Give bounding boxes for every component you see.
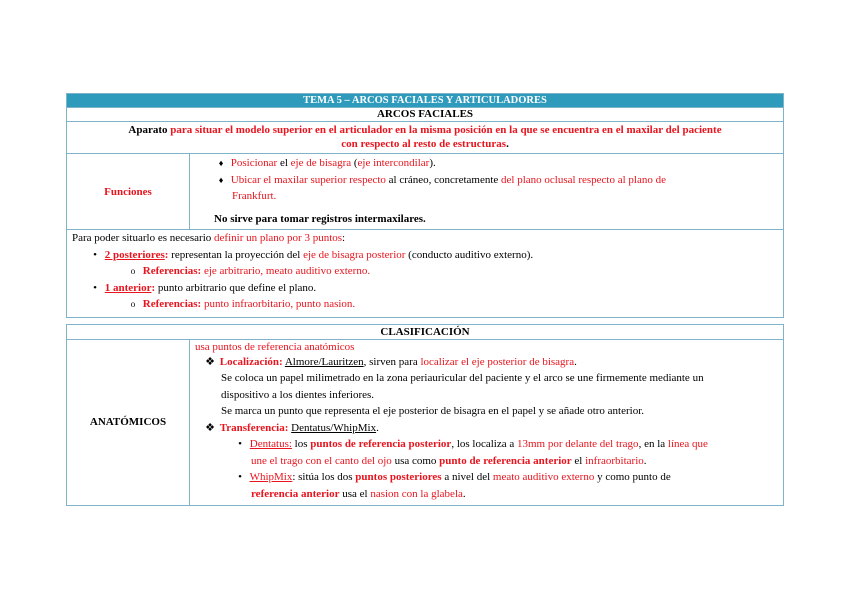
clasificacion-sub: usa puntos de referencia anatómicos [195,340,355,353]
dentatus-t5: el [571,454,586,467]
f2-red-b: del plano oclusal respecto al plano de [501,173,666,186]
dentatus-r4: une el trago con el canto del ojo [251,454,392,467]
anterior-ref-text: punto infraorbitario, punto nasion. [201,298,356,310]
anatomicos-content [190,340,783,506]
posteriores-ref-label: Referencias: [142,265,202,277]
dentatus-r2: 13mm por delante del trago [516,438,639,450]
definition-red-2: con respecto al resto de estructuras [341,138,507,150]
localizacion-name: Almore/Lauritzen [284,355,364,368]
whipmix-name: WhipMix [249,471,293,483]
funcion-item-1 [214,155,783,172]
localizacion-text: , sirven para [363,355,421,368]
transferencia-end: . [376,421,379,434]
whipmix-t5: . [462,487,466,500]
f1-black-b: ( [351,157,358,169]
posteriores-colon: : [164,248,169,261]
f1-red-c: eje intercondilar [357,157,430,169]
clasificacion-table [66,324,784,507]
definition-lead: Aparato [128,124,168,136]
whipmix-r3: referencia anterior [251,487,340,500]
posteriores-red: eje de bisagra posterior [303,248,406,261]
situar-block [67,229,783,317]
dentatus-line-2 [195,453,783,470]
localizacion-end: . [574,355,577,368]
dentatus-t1: los [291,438,311,450]
definition-end: . [506,138,509,150]
posteriores-text-b: (conducto auditivo externo). [405,248,534,261]
anatomicos-label: ANATÓMICOS [67,340,190,506]
anterior-ref [72,296,783,313]
top-table [66,93,784,318]
transferencia-label: Transferencia: [219,421,289,434]
dentatus-t6: . [643,454,647,467]
whipmix-r4: nasion con la glabela [370,487,463,500]
posteriores-label: 2 posteriores [104,248,165,261]
posteriores-item [72,247,783,264]
bullet-icon: • [238,471,242,483]
whipmix-item [195,469,783,486]
f2-red-a: Ubicar el maxilar superior respecto [230,173,386,186]
funcion-item-2-line-2: Frankfurt. [232,190,277,202]
localizacion-label: Localización: [219,355,283,368]
posteriores-ref [72,263,783,280]
definition [67,121,783,153]
document-title: TEMA 5 – ARCOS FACIALES Y ARTICULADORES [67,94,783,107]
dentatus-t4: usa como [391,454,440,467]
definition-red-1: para situar el modelo superior en el articulador en la misma posición en la que se encuentra en el maxilar del paciente [170,124,722,136]
whipmix-t1: : sitúa los dos [292,471,356,483]
whipmix-t4: usa el [339,487,371,500]
anterior-label: 1 anterior [104,281,152,294]
situar-intro-black: Para poder situarlo es necesario [72,232,215,244]
f1-red-b: eje de bisagra [290,157,352,169]
whipmix-r2: meato auditivo externo [492,471,595,483]
anterior-item [72,280,783,297]
whipmix-t2: a nivel del [441,471,493,483]
posteriores-text-a: representan la proyección del [168,248,304,261]
diamond-star-bullet-icon: ❖ [205,421,215,434]
transferencia-item [195,420,783,437]
localizacion-line-3: dispositivo a los dientes inferiores. [221,388,375,401]
posteriores-ref-text: eje arbitrario, meato auditivo externo. [201,265,371,277]
transferencia-name: Dentatus/WhipMix [291,421,377,434]
f1-red-a: Posicionar [230,157,278,169]
funciones-row [67,153,783,229]
section-heading: ARCOS FACIALES [67,107,783,121]
anatomicos-row [67,339,783,506]
circle-bullet-icon: o [130,299,136,309]
f2-black-a: al cráneo, concretamente [385,173,502,186]
f1-black-c: ). [429,157,436,169]
diamond-star-bullet-icon: ❖ [205,355,215,368]
diamond-bullet-icon: ♦ [218,174,224,185]
bullet-icon: • [93,281,97,294]
funciones-content [190,154,783,229]
dentatus-r3: línea que [667,438,708,450]
anterior-colon: : [151,281,156,294]
localizacion-item [195,354,783,371]
circle-bullet-icon: o [130,266,136,276]
localizacion-line-2: Se coloca un papel milimetrado en la zona periauricular del paciente y el arco se une firmemente mediante un [221,372,704,384]
funciones-label: Funciones [67,154,190,229]
whipmix-line-2 [195,486,783,503]
anterior-text: punto arbitrario que define el plano. [155,281,317,294]
anterior-ref-label: Referencias: [142,298,202,310]
clasificacion-heading: CLASIFICACIÓN [380,325,470,338]
dentatus-t2: , los localiza a [451,438,517,450]
dentatus-name: Dentatus: [249,438,292,450]
localizacion-red: localizar el eje posterior de bisagra [420,355,575,368]
diamond-bullet-icon: ♦ [218,158,224,168]
funcion-item-2 [214,172,783,189]
situar-intro-red: definir un plano por 3 puntos [214,232,343,244]
dentatus-item [195,436,783,453]
whipmix-t3: y como punto de [594,471,671,483]
whipmix-r1: puntos posteriores [355,471,442,483]
dentatus-r6: infraorbitario [585,454,644,467]
dentatus-t3: , en la [638,438,668,450]
situar-intro [72,230,783,247]
bullet-icon: • [238,438,242,450]
funciones-note: No sirve para tomar registros intermaxilares. [214,212,426,225]
f1-black-a: el [277,157,291,169]
dentatus-r5: punto de referencia anterior [439,454,572,467]
situar-intro-end: : [342,232,346,244]
dentatus-r1: puntos de referencia posterior [310,438,452,450]
bullet-icon: • [93,248,97,261]
localizacion-line-4: Se marca un punto que representa el eje posterior de bisagra en el papel y se añade otro anterior. [221,405,645,417]
